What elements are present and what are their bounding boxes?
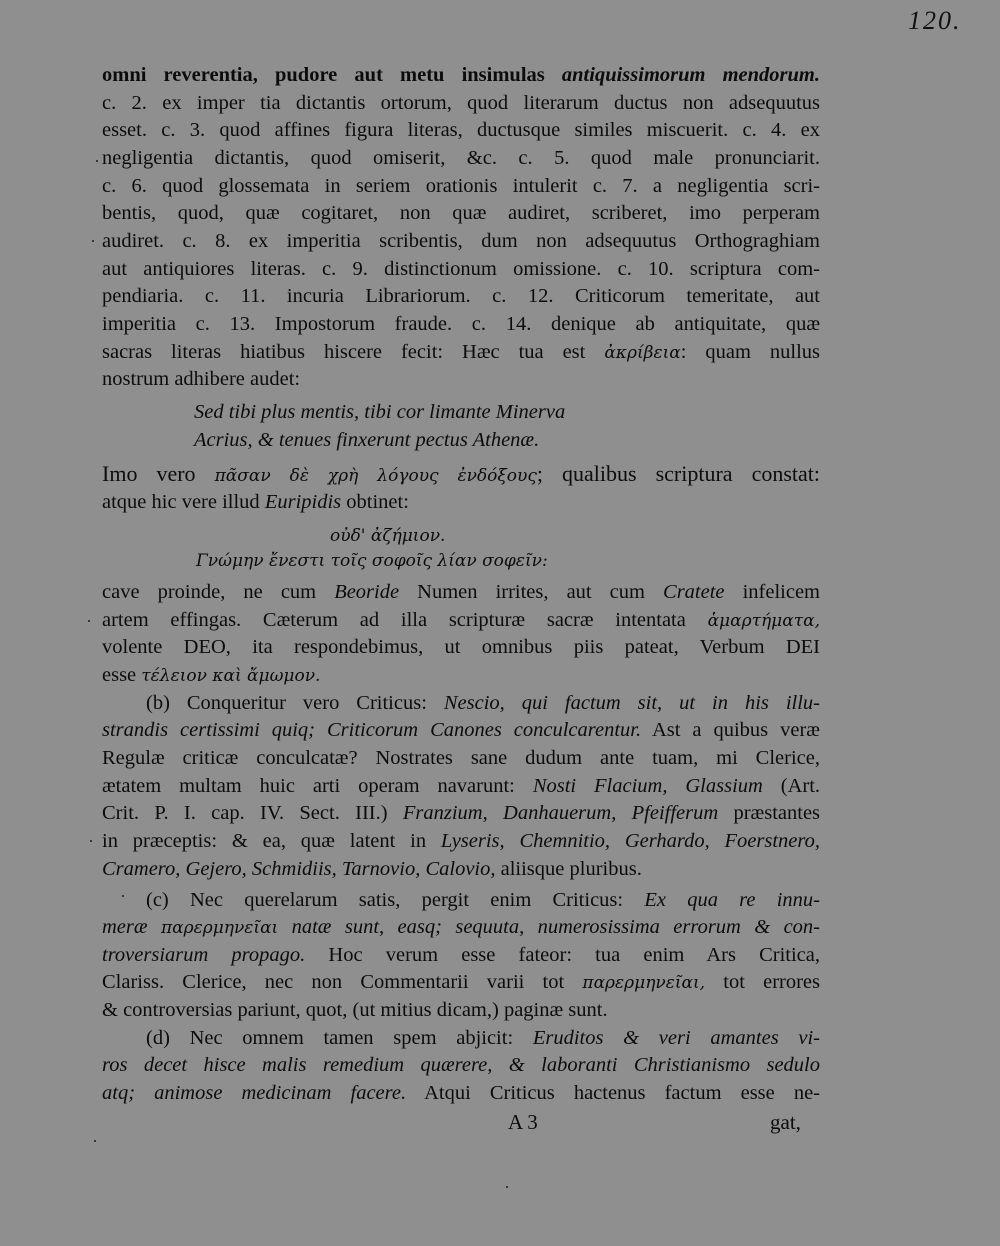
text-line <box>102 579 820 606</box>
italic-span: Cratete <box>663 581 725 603</box>
text-line <box>102 717 820 744</box>
catchword: gat, <box>770 1110 801 1134</box>
text-span: tot errores <box>723 971 821 993</box>
greek-span: πᾶσαν δὲ χρὴ λόγους ἐνδόξους <box>214 466 537 486</box>
scan-speck <box>94 1140 96 1142</box>
scan-speck <box>92 240 94 242</box>
italic-span: Euripidis <box>264 491 342 513</box>
text-line <box>102 1080 820 1107</box>
text-span: esse <box>102 664 137 686</box>
paragraph-d-line <box>146 1025 820 1052</box>
text-span: Numen irrites, aut cum <box>417 581 645 603</box>
text-line <box>102 662 320 690</box>
text-line: & controversias pariunt, quot, (ut mitius dicam,) paginæ sunt. <box>102 999 608 1021</box>
greek-span: παρερμηνεῖαι <box>160 918 279 938</box>
text-line <box>102 607 820 635</box>
italic-span: troversiarum propago. <box>102 944 306 966</box>
text-span: (b) Conqueritur vero Criticus: <box>146 692 427 714</box>
signature-mark: A 3 <box>508 1110 538 1134</box>
italic-span: meræ <box>102 916 148 938</box>
scan-speck <box>96 160 98 162</box>
verse-line: Acrius, & tenues finxerunt pectus Athenæ. <box>194 429 540 451</box>
text-span: : quam nullus <box>680 341 820 363</box>
text-line: nostrum adhibere audet: <box>102 368 301 390</box>
text-span: in præceptis: & ea, quæ latent in <box>102 830 427 852</box>
text-span: omni reverentia, pudore aut metu insimulas <box>102 64 545 86</box>
greek-span: ἀκρίβεια <box>604 343 681 363</box>
text-line: esset. c. 3. quod affines figura literas, ductusque similes miscuerit. c. 4. ex <box>102 119 820 141</box>
italic-span: Nescio, qui factum sit, ut in his illu- <box>443 692 820 714</box>
text-line: c. 2. ex imper tia dictantis ortorum, quod literarum ductus non adsequutus <box>102 92 820 114</box>
text-span: Atqui Criticus hactenus factum esse ne- <box>424 1082 821 1104</box>
text-span: Clariss. Clerice, nec non Commentarii varii tot <box>102 971 565 993</box>
text-span: præstantes <box>733 802 821 824</box>
page-number: 120. <box>908 6 962 35</box>
paragraph-b-line <box>146 690 820 717</box>
scan-speck <box>90 840 92 842</box>
text-span: Imo vero <box>102 461 196 486</box>
text-line: aut antiquiores literas. c. 9. distinctionum omissione. c. 10. scriptura com- <box>102 258 820 280</box>
text-line: c. 6. quod glossemata in seriem orationis intulerit c. 7. a negligentia scri- <box>102 175 820 197</box>
greek-verse-line: οὐδ' ἀζήμιον. <box>330 526 446 546</box>
italic-span: antiquissimorum mendorum. <box>561 64 820 86</box>
text-line: bentis, quod, quæ cogitaret, non quæ audiret, scriberet, imo perperam <box>102 202 820 224</box>
italic-span: Cramero, Gejero, Schmidiis, Tarnovio, Calovio, <box>102 858 496 880</box>
verse-line: Sed tibi plus mentis, tibi cor limante Minerva <box>194 401 566 423</box>
text-span: (Art. <box>780 775 821 797</box>
text-span: (c) Nec querelarum satis, pergit enim Criticus: <box>146 889 624 911</box>
text-span: ; qualibus scriptura constat: <box>536 461 821 486</box>
text-span: aliisque pluribus. <box>500 858 642 880</box>
text-span: sacras literas hiatibus hiscere fecit: Hæc tua est <box>102 341 586 363</box>
text-span: atque hic vere illud <box>102 491 260 513</box>
text-line: negligentia dictantis, quod omiserit, &c. c. 5. quod male pronunciarit. <box>102 147 820 169</box>
text-span: cave proinde, ne cum <box>102 581 317 603</box>
scan-speck <box>88 620 90 622</box>
text-line <box>102 914 820 942</box>
text-span: infelicem <box>742 581 820 603</box>
italic-span: Ex qua re innu- <box>644 889 820 911</box>
greek-span: παρερμηνεῖαι, <box>582 973 706 993</box>
text-line: audiret. c. 8. ex imperitia scribentis, dum non adsequutus Orthograghiam <box>102 230 820 252</box>
text-span: Hoc verum esse fateor: tua enim Ars Critica, <box>328 944 820 966</box>
italic-span: strandis certissimi quiq; Criticorum Canones conculcarentur. <box>102 719 642 741</box>
text-line <box>102 339 820 367</box>
text-line <box>102 856 642 883</box>
italic-span: atq; animose medicinam facere. <box>102 1082 407 1104</box>
text-line <box>102 460 820 490</box>
greek-span: τέλειον καὶ ἄμωμον. <box>141 666 321 686</box>
text-span: Ast a quibus veræ <box>651 719 820 741</box>
greek-span: ἁμαρτήματα, <box>707 611 820 631</box>
text-span: obtinet: <box>346 491 409 513</box>
italic-span: natæ sunt, easq; sequuta, numerosissima errorum & con- <box>291 916 820 938</box>
text-span: Crit. P. I. cap. IV. Sect. III.) <box>102 802 388 824</box>
text-line <box>102 62 820 89</box>
scan-speck <box>122 895 124 897</box>
text-line: ros decet hisce malis remedium quærere, & laboranti Christianismo sedulo <box>102 1054 820 1076</box>
text-line <box>102 489 409 516</box>
text-line: volente DEO, ita respondebimus, ut omnibus piis pateat, Verbum DEI <box>102 636 820 658</box>
italic-span: Beoride <box>334 581 400 603</box>
italic-span: Eruditos & veri amantes vi- <box>532 1027 821 1049</box>
text-line <box>102 828 820 855</box>
italic-span: Franzium, Danhauerum, Pfeifferum <box>402 802 719 824</box>
paragraph-c-line <box>146 887 820 914</box>
greek-verse-line: Γνώμην ἔνεστι τοῖς σοφοῖς λίαν σοφεῖν: <box>196 551 548 571</box>
text-line <box>102 773 820 800</box>
italic-span: Nosti Flacium, Glassium <box>532 775 763 797</box>
text-span: (d) Nec omnem tamen spem abjicit: <box>146 1027 514 1049</box>
text-line <box>102 800 820 827</box>
text-line <box>102 942 820 969</box>
text-line: imperitia c. 13. Impostorum fraude. c. 14. denique ab antiquitate, quæ <box>102 313 820 335</box>
scan-speck <box>506 1186 508 1188</box>
text-span: artem effingas. Cæterum ad illa scripturæ sacræ intentata <box>102 609 686 631</box>
italic-span: Lyseris, Chemnitio, Gerhardo, Foerstnero, <box>440 830 820 852</box>
text-line: pendiaria. c. 11. incuria Librariorum. c. 12. Criticorum temeritate, aut <box>102 285 820 307</box>
text-line <box>102 969 820 997</box>
text-span: ætatem multam huic arti operam navarunt: <box>102 775 515 797</box>
text-line: Regulæ criticæ conculcatæ? Nostrates sane dudum ante tuam, mi Clerice, <box>102 747 820 769</box>
